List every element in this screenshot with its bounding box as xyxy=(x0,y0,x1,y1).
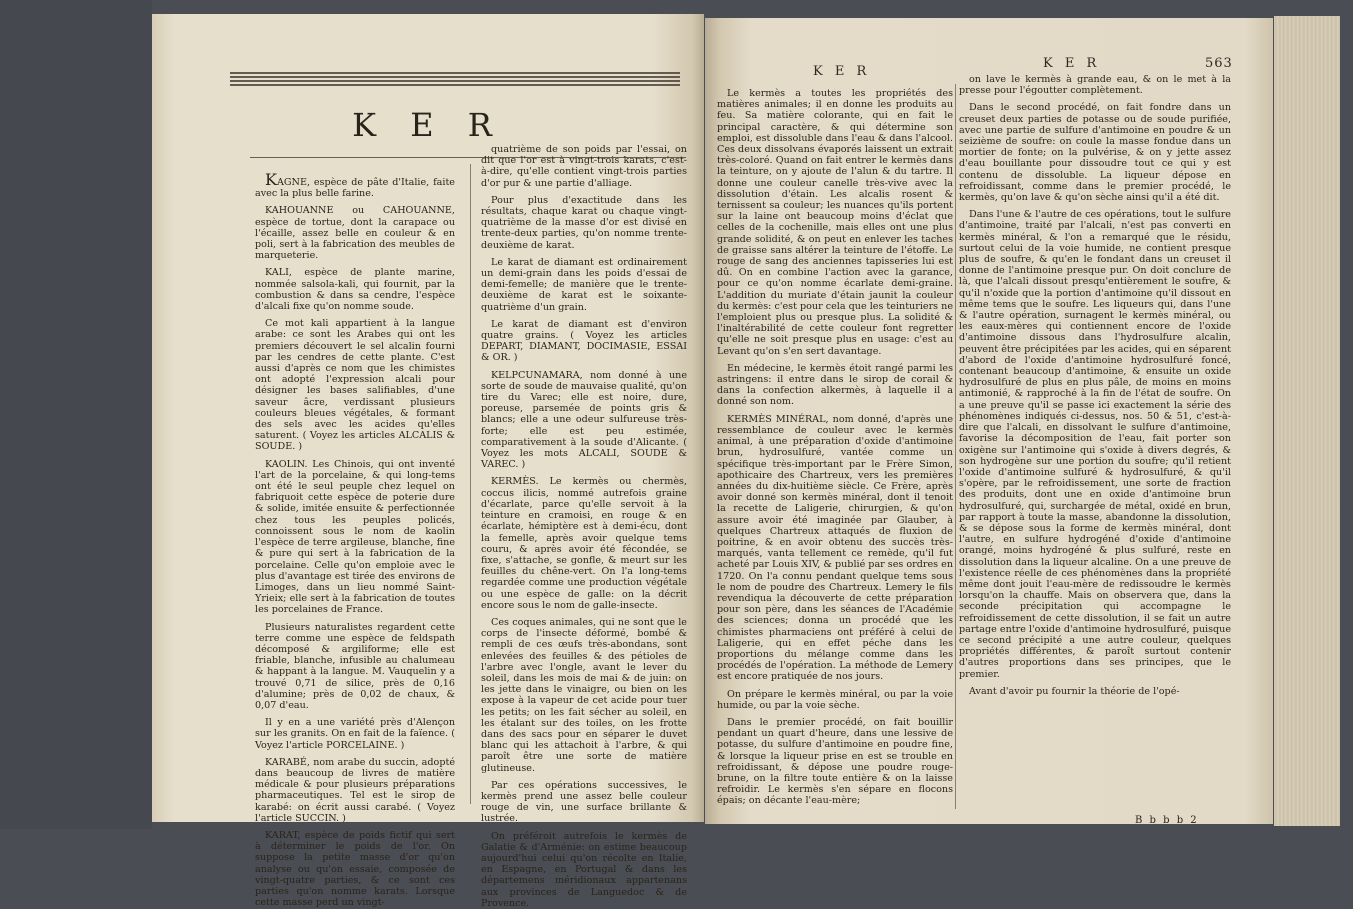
paragraph: Par ces opérations successives, le kermès prend une assez belle couleur rouge de vin, une surface brillante & lustrée. xyxy=(481,779,687,825)
paragraph: On prépare le kermès minéral, ou par la voie humide, ou par la voie sèche. xyxy=(717,688,953,711)
paragraph: Dans le premier procédé, on fait bouillir pendant un quart d'heure, dans une lessive de potasse, du sulfure d'antimoine en poudre fine, & lorsque la liqueur prise en est se trouble en refroidissant, & dépose une poudre rouge-brune, on la filtre toute entière & on la laisse refroidir. Le kermès s'en sépare en flocons épais; on décante l'eau-mère; xyxy=(717,716,953,807)
paragraph: KAHOUANNE ou CAHOUANNE, espèce de tortue, dont la carapace ou l'écaille, assez belle en couleur & en poli, sert à la fabrication des meubles de marqueterie. xyxy=(255,205,455,262)
column-divider xyxy=(955,84,956,809)
left-page xyxy=(152,14,704,909)
paragraph: KERMÈS. Le kermès ou chermès, coccus ilicis, nommé autrefois graine d'écarlate, parce qu'elle servoit à la teinture en cramoisi, en rouge & en écarlate, hémiptère est à demi-écu, dont la femelle, après avoir quelque tems couru, & après avoir été fécondée, se fixe, s'attache, se gonfle, & meurt sur les feuilles du chêne-vert. On l'a long-tems regardée comme une production végétale ou une espèce de galle: on la décrit encore sous le nom de galle-insecte. xyxy=(481,476,687,611)
paragraph: KELPCUNAMARA, nom donné à une sorte de soude de mauvaise qualité, qu'on tire du Varec; elle est noire, dure, poreuse, parsemée de points gris & blancs; elle a une odeur sulfureuse très-forte; elle est peu estimée, comparativement à la soude d'Alicante. ( Voyez les mots ALCALI, SOUDE & VAREC. ) xyxy=(481,369,687,471)
paragraph: Ces coques animales, qui ne sont que le corps de l'insecte déformé, bombé & rempli de ces œufs très-abondans, sont enlevées des feuilles & des pétioles de l'arbre avec l'ongle, avant le lever du soleil, dans les mois de mai & de juin: on les jette dans le vinaigre, ou bien on les expose à la vapeur de cet acide pour tuer les petits; on les fait sécher au soleil, en les étalant sur des toiles, on les frotte dans des sacs pour en séparer le duvet blanc qui les attachoit à l'arbre, & qui paroît être une sorte de matière glutineuse. xyxy=(481,616,687,774)
paragraph: Dans le second procédé, on fait fondre dans un creuset deux parties de potasse ou de soude purifiée, avec une partie de sulfure d'antimoine en poudre & un seizième de soufre: on coule la masse fondue dans un mortier de fonte; on la pulvérise, & on y jette assez d'eau bouillante pour dissoudre tout ce qui y est contenu de dissoluble. La liqueur dépose en refroidissant, comme dans le premier procédé, le kermès, qu'on lave & qu'on sèche ainsi qu'il a été dit. xyxy=(959,102,1231,204)
left-column-2 xyxy=(481,144,687,909)
background-left xyxy=(0,0,152,829)
signature-mark: B b b b 2 xyxy=(1135,815,1199,826)
paragraph: KARABÉ, nom arabe du succin, adopté dans beaucoup de livres de matière médicale & pour plusieurs préparations pharmaceutiques. Tel est le sirop de karabé: on écrit aussi carabé. ( Voyez l'article SUCCIN. ) xyxy=(255,756,455,824)
header-ornament xyxy=(230,70,680,86)
paragraph: KARAT, espèce de poids fictif qui sert à déterminer le poids de l'or. On suppose la petite masse d'or qu'on analyse ou qu'on essaie, composée de vingt-quatre parties, & ce sont ces parties qu'on nomme karats. Lorsque cette masse perd un vingt- xyxy=(255,829,455,909)
left-column-1 xyxy=(255,170,455,909)
right-column-2 xyxy=(959,74,1231,809)
paragraph: KAOLIN. Les Chinois, qui ont inventé l'art de la porcelaine, & qui long-tems ont été le seul peuple chez lequel on fabriquoit cette espèce de poterie dure & solide, imitée ensuite & perfectionnée chez tous les peuples policés, connoissent sous le nom de kaolin l'espèce de terre argileuse, blanche, fine & pure qui sert à la fabrication de la porcelaine. Celle qu'on emploie avec le plus d'avantage est tirée des environs de Limoges, dans un lieu nommé Saint-Yrieix; elle sert à la fabrication de toutes les porcelaines de France. xyxy=(255,458,455,616)
paragraph: KAGNE, espèce de pâte d'Italie, faite avec la plus belle farine. xyxy=(255,170,455,200)
page-edges xyxy=(1274,16,1340,826)
paragraph: Plusieurs naturalistes regardent cette terre comme une espèce de feldspath décomposé & argiliforme; elle est friable, blanche, infusible au chalumeau & happant à la langue. M. Vauquelin y a trouvé 0,71 de silice, près de 0,16 d'alumine; près de 0,02 de chaux, & 0,07 d'eau. xyxy=(255,621,455,711)
paragraph: Le kermès a toutes les propriétés des matières animales; il en donne les produits au feu. Sa matière colorante, qui en fait le principal caractère, & qui détermine son emploi, est dissoluble dans l'eau & dans l'alcool. Ces deux dissolvans évaporés laissent un extrait très-coloré. Quand on fait entrer le kermès dans la teinture, on y ajoute de l'alun & du tartre. Il donne une couleur canelle très-vive avec la dissolution d'étain. Les alcalis rosent & ternissent sa couleur; les nuances qu'ils portent sur la laine ont beaucoup moins d'éclat que celles de la cochenille, mais elles ont une plus grande solidité, & on peut en enlever les taches de graisse sans altérer la teinture de l'étoffe. Le rouge de sang des anciennes tapisseries lui est dû. On en combine l'action avec la garance, pour ce qu'on nomme écarlate demi-graine. L'addition du muriate d'étain jaunit la couleur du kermès: c'est pour cela que les teinturiers ne l'emploient plus ou presque plus. La solidité & l'inaltérabilité de cette couleur font regretter qu'elle ne soit presque plus en usage: c'est au Levant qu'on s'en sert davantage. xyxy=(717,88,953,357)
paragraph: KERMÈS MINÉRAL, nom donné, d'après une ressemblance de couleur avec le kermès animal, à une préparation d'oxide d'antimoine brun, hydrosulfuré, vantée comme un spécifique très-important par le Frère Simon, apothicaire des Chartreux, vers les premières années du dix-huitième siècle. Ce Frère, après avoir donné son kermès minéral, dont il tenoit la recette de Laligerie, chirurgien, & qu'on assure avoir été imaginée par Glauber, à quelques Chartreux attaqués de fluxion de poitrine, & en avoir obtenu des succès très-marqués, vanta tellement ce remède, qu'il fut acheté par Louis XIV, & publié par ses ordres en 1720. On l'a connu pendant quelque tems sous le nom de poudre des Chartreux. Lemery le fils revendiqua la découverte de cette préparation pour son père, dans les séances de l'Académie des sciences; donna un procédé que les chimistes pharmaciens ont préféré à celui de Laligerie, qui en effet péche dans les proportions du mélange comme dans les procédés de l'opération. La méthode de Lemery est encore pratiquée de nos jours. xyxy=(717,413,953,683)
paragraph: Il y en a une variété près d'Alençon sur les granits. On en fait de la faïence. ( Voyez l'article PORCELAINE. ) xyxy=(255,717,455,751)
paragraph: Le karat de diamant est d'environ quatre grains. ( Voyez les articles DEPART, DIAMANT, DOCIMASIE, ESSAI & OR. ) xyxy=(481,318,687,364)
section-title: K E R xyxy=(352,106,504,144)
running-head-left: K E R xyxy=(813,64,871,79)
paragraph: quatrième de son poids par l'essai, on dit que l'or est à vingt-trois karats, c'est-à-dire, qu'elle contient vingt-trois parties d'or pur & une partie d'alliage. xyxy=(481,144,687,189)
paragraph: Pour plus d'exactitude dans les résultats, chaque karat ou chaque vingt-quatrième de la masse d'or est divisé en trente-deux parties, qu'on nomme trente-deuxième de karat. xyxy=(481,194,687,251)
right-page xyxy=(705,18,1273,824)
paragraph: Avant d'avoir pu fournir la théorie de l'opé- xyxy=(969,685,1180,697)
page-number: 563 xyxy=(1205,56,1233,71)
paragraph: Ce mot kali appartient à la langue arabe: ce sont les Arabes qui ont les premiers découvert le sel alcalin fourni par les cendres de cette plante. C'est aussi d'après ce nom que les chimistes ont adopté l'expression alcali pour désigner les bases salifiables, d'une saveur âcre, verdissant plusieurs couleurs bleues végétales, & formant des sels avec les acides qu'elles saturent. ( Voyez les articles ALCALIS & SOUDE. ) xyxy=(255,318,455,453)
running-head-right: K E R xyxy=(1043,56,1101,71)
paragraph: Le karat de diamant est ordinairement un demi-grain dans les poids d'essai de demi-femelle; de manière que le trente-deuxième de karat est le soixante-quatrième d'un grain. xyxy=(481,256,687,313)
paragraph: on lave le kermès à grande eau, & on le met à la presse pour l'égoutter complètement. xyxy=(959,74,1231,97)
paragraph: Dans l'une & l'autre de ces opérations, tout le sulfure d'antimoine, traité par l'alcali, n'est pas converti en kermès minéral, & l'on a remarqué que le résidu, surtout celui de la voie humide, ne contient presque plus de soufre, & qu'en le fondant dans un creuset il donne de l'antimoine presque pur. On doit conclure de là, que l'alcali dissout presqu'entièrement le soufre, & qu'il n'oxide que la portion d'antimoine qu'il dissout en même tems que le soufre. Les liqueurs qui, dans l'une & l'autre opération, surnagent le kermès minéral, ou les eaux-mères qui contiennent encore de l'oxide d'antimoine dissous dans l'hydrosulfure alcalin, peuvent être précipitées par les acides, qui en séparent d'abord de l'oxide d'antimoine hydrosulfuré foncé, contenant beaucoup d'antimoine, & ensuite un oxide hydrosulfuré de plus en plus pâle, de moins en moins antimonié, & rapproché à la fin de l'état de soufre. On a une preuve qu'il se passe ici exactement la série des phénomènes indiqués ci-dessus, nos. 50 & 51, c'est-à-dire que l'alcali, en dissolvant le sulfure d'antimoine, favorise la décomposition de l'eau, fait porter son oxigène sur l'antimoine qui s'oxide à divers degrés, & son hydrogène sur une portion du soufre; qu'il retient l'oxide d'antimoine sulfuré & hydrosulfuré, & qu'il s'opère, par le refroidissement, une sorte de fraction des produits, dont une en oxide d'antimoine brun hydrosulfuré, qui, surchargée de métal, oxidé en brun, par rapport à toute la masse, abandonne la dissolution, & se dépose sous la forme de kermès minéral, dont l'autre, en sulfure hydrogéné d'oxide d'antimoine orangé, moins hydrogéné & plus sulfuré, reste en dissolution dans la liqueur alcaline. On a une preuve de l'existence réelle de ces phénomènes dans la propriété même dont jouit l'eau-mère de redissoudre le kermès lorsqu'on la chauffe. Mais on observera que, dans la seconde précipitation qui accompagne le refroidissement de cette dissolution, il se fait un autre partage entre l'oxide d'antimoine hydrosulfuré, puisque ce second précipité a une autre couleur, quelques propriétés différentes, & paroît surtout contenir d'autres proportions dans ses principes, que le premier. xyxy=(959,209,1231,680)
column-divider xyxy=(470,164,471,804)
paragraph: KALI, espèce de plante marine, nommée salsola-kali, qui fournit, par la combustion & dans sa cendre, l'espèce d'alcali fixe qu'on nomme soude. xyxy=(255,267,455,313)
paragraph: On préféroit autrefois le kermès de Galatie & d'Arménie: on estime beaucoup aujourd'hui celui qu'on récolte en Italie, en Espagne, en Portugal & dans les départemens méridionaux appartenans aux provinces de Languedoc & de Provence. xyxy=(481,830,687,909)
paragraph: En médecine, le kermès étoit rangé parmi les astringens: il entre dans le sirop de corail & dans la confection alkermès, à laquelle il a donné son nom. xyxy=(717,362,953,408)
right-column-1 xyxy=(717,88,953,813)
